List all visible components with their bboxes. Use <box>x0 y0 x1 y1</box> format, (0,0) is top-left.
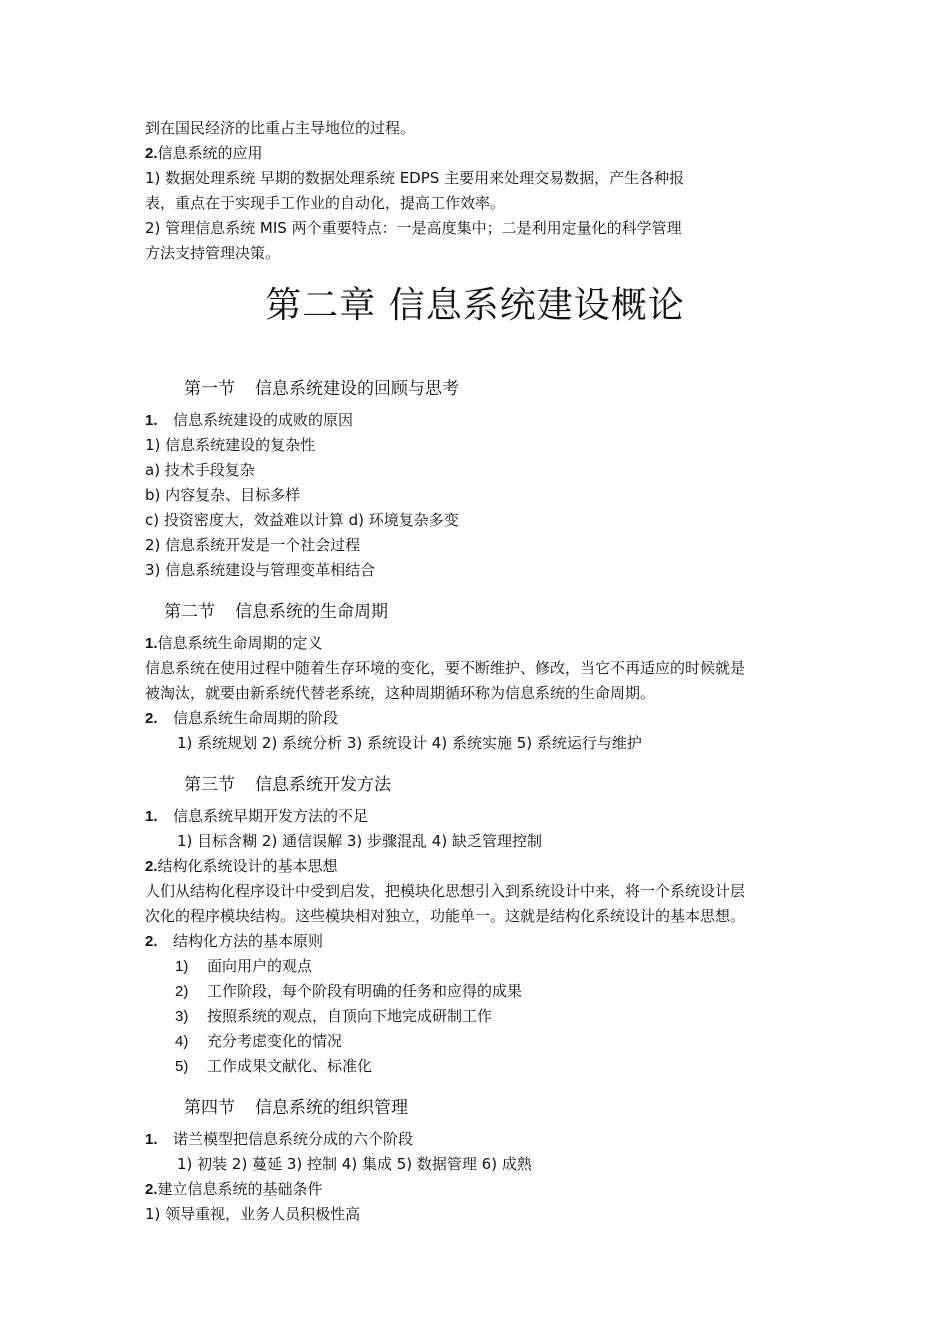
paragraph-line: 信息系统在使用过程中随着生存环境的变化，要不断维护、修改，当它不再适应的时候就是 <box>145 659 746 677</box>
list-item: c) 投资密度大，效益难以计算 d) 环境复杂多变 <box>145 511 459 529</box>
principle-item <box>175 1031 342 1052</box>
chapter-title: 第二章 信息系统建设概论 <box>265 285 685 326</box>
principle-text: 面向用户的观点 <box>207 957 313 975</box>
list-item: b) 内容复杂、目标多样 <box>145 486 301 504</box>
section-heading-4 <box>184 1096 408 1120</box>
list-item: 2) 信息系统开发是一个社会过程 <box>145 536 361 554</box>
principle-text: 工作阶段，每个阶段有明确的任务和应得的成果 <box>207 982 523 1000</box>
item-text: 诺兰模型把信息系统分成的六个阶段 <box>173 1130 414 1148</box>
paragraph-line: 次化的程序模块结构。这些模块相对独立，功能单一。这就是结构化系统设计的基本思想。 <box>145 907 746 925</box>
item-text: 信息系统生命周期的阶段 <box>173 709 339 727</box>
section-heading-2 <box>164 600 388 624</box>
stage-list: 1) 系统规划 2) 系统分析 3) 系统设计 4) 系统实施 5) 系统运行与维护 <box>177 734 642 752</box>
item-number: 2. <box>145 858 158 875</box>
item-number: 2. <box>145 1181 158 1198</box>
list-item: 3) 信息系统建设与管理变革相结合 <box>145 561 376 579</box>
intro-paragraph-line: 1) 数据处理系统 早期的数据处理系统 EDPS 主要用来处理交易数据，产生各种报 <box>145 169 685 187</box>
section-title: 信息系统建设的回顾与思考 <box>255 379 459 399</box>
shortcoming-list: 1) 目标含糊 2) 通信误解 3) 步骤混乱 4) 缺乏管理控制 <box>177 832 542 850</box>
principle-number: 4) <box>175 1033 189 1050</box>
numbered-heading <box>145 410 353 431</box>
intro-line: 到在国民经济的比重占主导地位的过程。 <box>145 119 416 137</box>
item-text: 信息系统建设的成败的原因 <box>173 411 354 429</box>
numbered-heading <box>145 708 338 729</box>
intro-item-heading <box>145 143 263 164</box>
item-number: 2. <box>145 933 158 950</box>
stage-list: 1) 初装 2) 蔓延 3) 控制 4) 集成 5) 数据管理 6) 成熟 <box>177 1155 532 1173</box>
item-number: 2. <box>145 145 158 162</box>
item-text: 结构化方法的基本原则 <box>173 932 324 950</box>
numbered-heading <box>145 1129 413 1150</box>
principle-item <box>175 981 522 1002</box>
intro-paragraph-line: 方法支持管理决策。 <box>145 244 281 262</box>
section-title: 信息系统的组织管理 <box>255 1098 408 1118</box>
item-heading <box>145 1179 323 1200</box>
intro-paragraph-line: 表，重点在于实现手工作业的自动化，提高工作效率。 <box>145 194 506 212</box>
intro-paragraph-line: 2) 管理信息系统 MIS 两个重要特点：一是高度集中；二是利用定量化的科学管理 <box>145 219 682 237</box>
item-text: 结构化系统设计的基本思想 <box>157 857 338 875</box>
paragraph-line: 被淘汰，就要由新系统代替老系统，这种周期循环称为信息系统的生命周期。 <box>145 684 656 702</box>
item-text: 信息系统的应用 <box>157 144 263 162</box>
principle-number: 5) <box>175 1058 189 1075</box>
section-label: 第三节 <box>184 775 235 795</box>
paragraph-line: 人们从结构化程序设计中受到启发，把模块化思想引入到系统设计中来，将一个系统设计层 <box>145 882 746 900</box>
principle-item <box>175 1006 492 1027</box>
principle-number: 3) <box>175 1008 189 1025</box>
list-item: 1) 信息系统建设的复杂性 <box>145 436 316 454</box>
numbered-heading <box>145 931 323 952</box>
item-text: 建立信息系统的基础条件 <box>157 1180 323 1198</box>
principle-text: 工作成果文献化、标准化 <box>207 1057 373 1075</box>
section-label: 第四节 <box>184 1098 235 1118</box>
list-item: 1) 领导重视，业务人员积极性高 <box>145 1205 361 1223</box>
section-title: 信息系统的生命周期 <box>235 602 388 622</box>
item-heading <box>145 856 338 877</box>
principle-text: 按照系统的观点，自顶向下地完成研制工作 <box>207 1007 493 1025</box>
principle-text: 充分考虑变化的情况 <box>207 1032 343 1050</box>
section-title: 信息系统开发方法 <box>255 775 391 795</box>
item-number: 1. <box>145 412 158 429</box>
item-number: 1. <box>145 1131 158 1148</box>
item-text: 信息系统生命周期的定义 <box>157 634 323 652</box>
section-label: 第二节 <box>164 602 215 622</box>
item-number: 1. <box>145 635 158 652</box>
item-number: 2. <box>145 710 158 727</box>
principle-item <box>175 956 312 977</box>
principle-number: 2) <box>175 983 189 1000</box>
principle-item <box>175 1056 372 1077</box>
section-heading-1 <box>184 377 459 401</box>
section-heading-3 <box>184 773 391 797</box>
principle-number: 1) <box>175 958 189 975</box>
list-item: a) 技术手段复杂 <box>145 461 255 479</box>
item-heading <box>145 633 323 654</box>
item-number: 1. <box>145 808 158 825</box>
section-label: 第一节 <box>184 379 235 399</box>
item-text: 信息系统早期开发方法的不足 <box>173 807 369 825</box>
numbered-heading <box>145 806 368 827</box>
